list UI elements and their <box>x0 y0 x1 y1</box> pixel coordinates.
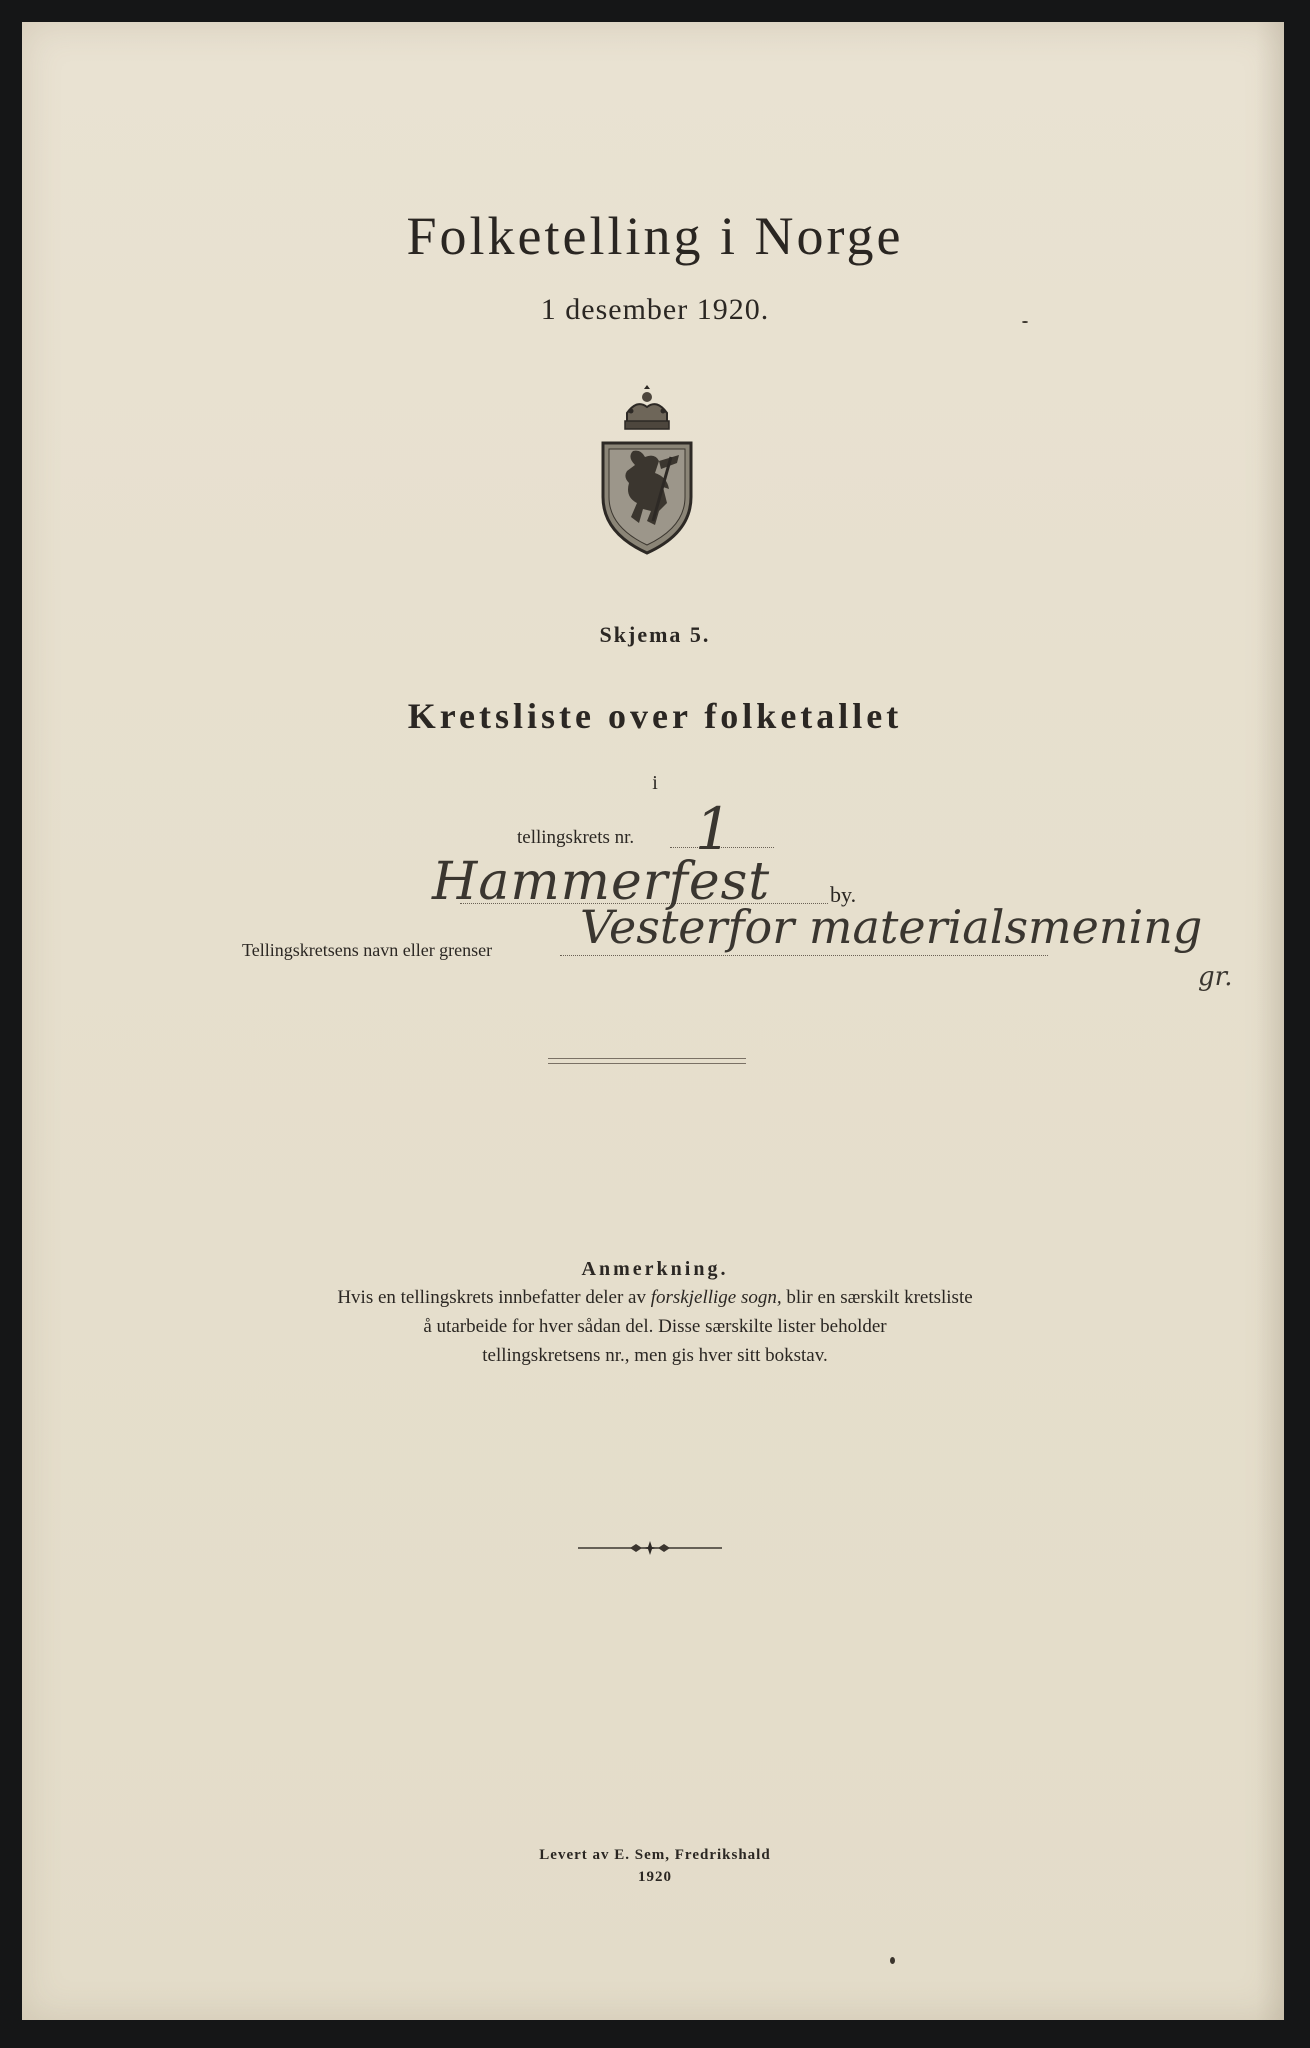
district-label: tellingskrets nr. <box>517 827 635 848</box>
printer-credit: Levert av E. Sem, Fredrikshald <box>539 1847 771 1863</box>
form-heading: Kretsliste over folketallet <box>407 696 903 736</box>
norwegian-coat-of-arms-icon <box>597 385 697 555</box>
city-suffix: by. <box>830 882 857 907</box>
city-name-handwritten: Hammerfest <box>432 852 771 912</box>
remark-title: Anmerkning. <box>581 1258 729 1280</box>
boundary-label: Tellingskretsens navn eller grenser <box>242 940 493 960</box>
remark-line-2: å utarbeide for hver sådan del. Disse særskilte lister beholder <box>423 1316 887 1337</box>
boundary-continuation-handwritten: gr. <box>1198 962 1233 992</box>
remark-line-3: tellingskretsens nr., men gis hver sitt bokstav. <box>482 1345 828 1366</box>
schema-number: Skjema 5. <box>599 622 711 647</box>
ornament-divider-icon <box>578 1540 722 1556</box>
boundary-value-handwritten: Vesterfor materialsmening <box>580 900 1203 954</box>
paper-speck <box>890 1957 895 1964</box>
printer-year: 1920 <box>638 1869 672 1885</box>
remark-line-1: Hvis en tellingskrets innbefatter deler av forskjellige sogn, blir en særskilt kretsliste <box>337 1287 973 1308</box>
paper-speck <box>1022 321 1028 323</box>
document-title: Folketelling i Norge <box>406 206 904 266</box>
divider-double-line <box>548 1058 746 1064</box>
preposition: i <box>652 772 658 794</box>
document-date: 1 desember 1920. <box>540 293 770 326</box>
district-number-handwritten: 1 <box>695 795 732 863</box>
boundary-line <box>560 955 1048 956</box>
